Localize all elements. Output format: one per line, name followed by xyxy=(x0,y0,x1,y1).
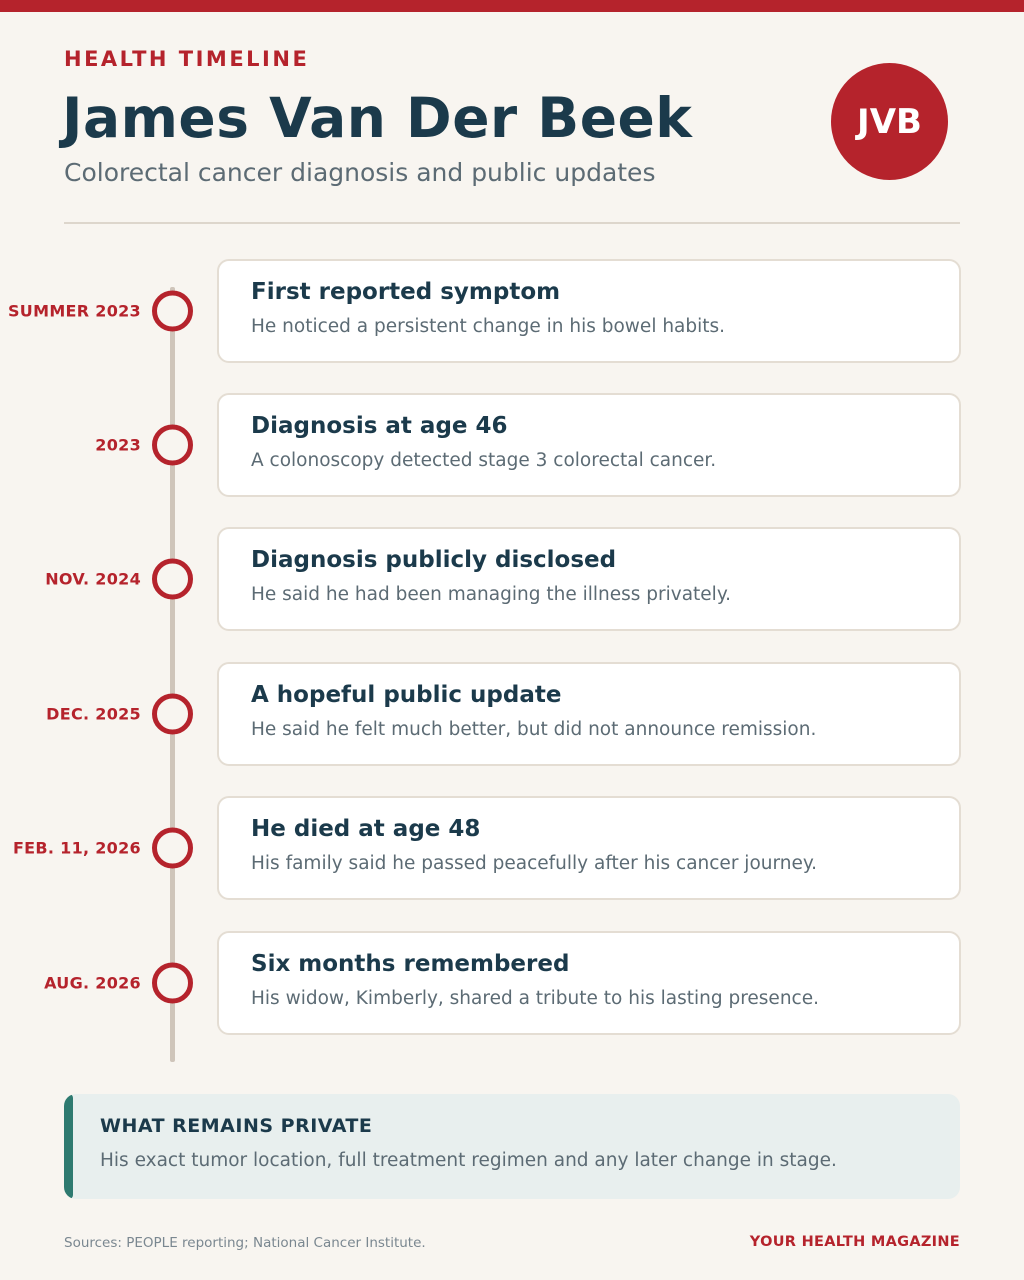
timeline-card-text: He noticed a persistent change in his bowel habits. xyxy=(251,316,726,337)
page-subtitle: Colorectal cancer diagnosis and public updates xyxy=(64,158,656,187)
timeline-card-title: First reported symptom xyxy=(251,279,561,305)
timeline-marker-icon xyxy=(152,828,193,869)
timeline-card-text: He said he had been managing the illness privately. xyxy=(251,584,732,605)
timeline-marker-icon xyxy=(152,559,193,600)
eyebrow-label: HEALTH TIMELINE xyxy=(64,47,310,71)
timeline-date: FEB. 11, 2026 xyxy=(12,838,141,858)
timeline-card xyxy=(217,259,961,363)
timeline-card-title: Diagnosis publicly disclosed xyxy=(251,547,617,573)
callout-accent-bar xyxy=(64,1094,73,1199)
sources-note: Sources: PEOPLE reporting; National Cancer Institute. xyxy=(64,1235,426,1251)
timeline-card-text: He said he felt much better, but did not announce remission. xyxy=(251,719,817,740)
timeline-card-title: Six months remembered xyxy=(251,951,570,977)
timeline-card-title: He died at age 48 xyxy=(251,816,481,842)
timeline-marker-icon xyxy=(152,425,193,466)
timeline-card-title: Diagnosis at age 46 xyxy=(251,413,508,439)
timeline-date: NOV. 2024 xyxy=(45,569,141,589)
timeline-card xyxy=(217,527,961,631)
timeline-card-text: A colonoscopy detected stage 3 colorectal cancer. xyxy=(251,450,717,471)
timeline-rail xyxy=(170,287,175,1062)
timeline-card-text: His widow, Kimberly, shared a tribute to his lasting presence. xyxy=(251,988,819,1009)
top-accent-bar xyxy=(0,0,1024,12)
timeline-card-title: A hopeful public update xyxy=(251,682,562,708)
timeline-date: AUG. 2026 xyxy=(44,973,141,993)
timeline-card xyxy=(217,393,961,497)
initials-badge: JVB xyxy=(831,63,948,180)
timeline-date: SUMMER 2023 xyxy=(7,301,141,321)
header-divider xyxy=(64,222,960,224)
timeline-marker-icon xyxy=(152,291,193,332)
callout-text: His exact tumor location, full treatment regimen and any later change in stage. xyxy=(100,1150,837,1171)
publication-brand: YOUR HEALTH MAGAZINE xyxy=(749,1234,960,1250)
timeline-card xyxy=(217,796,961,900)
callout-heading: WHAT REMAINS PRIVATE xyxy=(100,1115,373,1137)
timeline-date: DEC. 2025 xyxy=(46,704,141,724)
timeline-card-text: His family said he passed peacefully after his cancer journey. xyxy=(251,853,818,874)
page-title: James Van Der Beek xyxy=(62,86,693,150)
timeline-marker-icon xyxy=(152,963,193,1004)
timeline-marker-icon xyxy=(152,694,193,735)
private-info-callout xyxy=(64,1094,960,1199)
timeline-card xyxy=(217,662,961,766)
timeline-date: 2023 xyxy=(95,435,141,455)
timeline-card xyxy=(217,931,961,1035)
